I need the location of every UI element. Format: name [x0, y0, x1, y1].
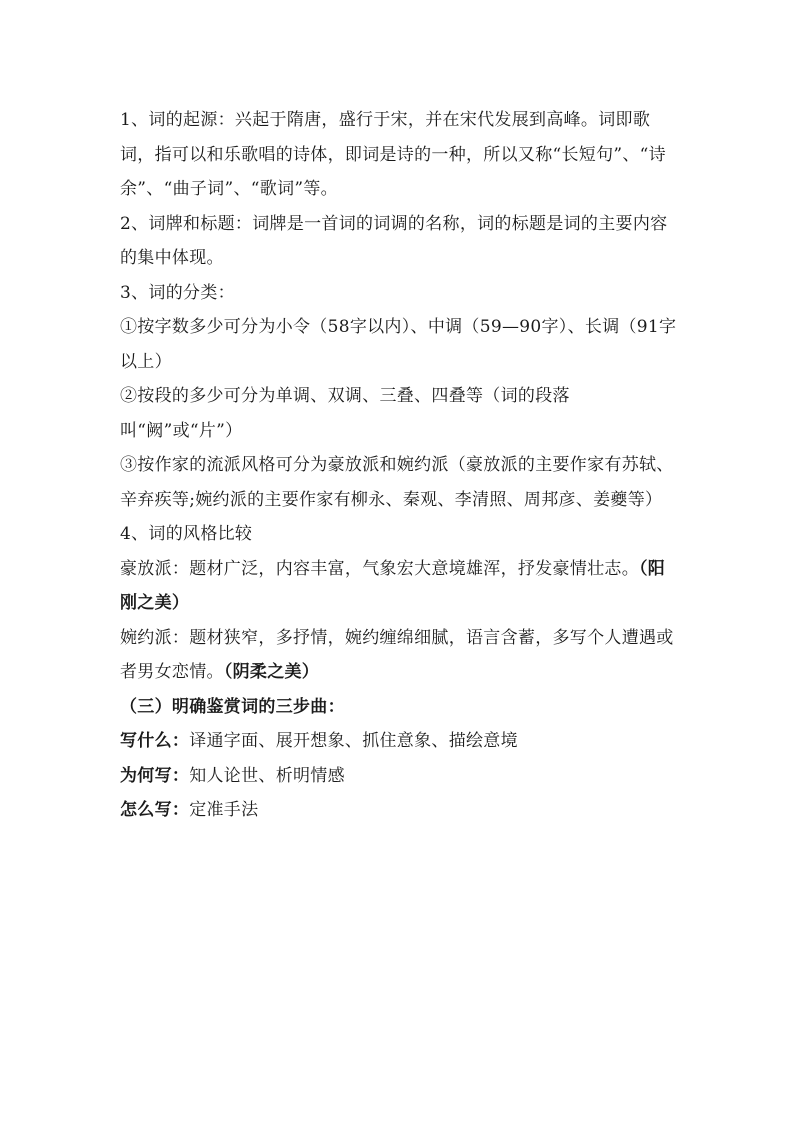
step-label: 怎么写：	[120, 800, 190, 820]
paragraph-text: 译通字面、展开想象、抓住意象、描绘意境	[189, 731, 518, 751]
paragraph-bold-note: （阳刚之美）	[120, 558, 666, 613]
paragraph-text: 3、词的分类：	[120, 282, 235, 303]
paragraph-text: ①按字数多少可分为小令（58字以内）、中调（59—90字）、长调（91字以上）	[120, 317, 677, 372]
step-label: 为何写：	[120, 765, 190, 786]
paragraph-text: 4、词的风格比较	[120, 524, 253, 544]
paragraph-cipai-title	[120, 207, 680, 276]
paragraph-text: ③按作家的流派风格可分为豪放派和婉约派（豪放派的主要作家有苏轼、辛弃疾等;婉约派的主要作家有柳永、秦观、李清照、周邦彦、姜夔等）	[120, 455, 674, 510]
paragraph-text: 定准手法	[189, 800, 259, 820]
paragraph-text: 婉约派：题材狭窄，多抒情，婉约缠绵细腻，语言含蓄，多写个人遭遇或者男女恋情。	[120, 627, 674, 682]
paragraph-origin	[120, 103, 680, 207]
paragraph-text: 知人论世、析明情感	[189, 765, 345, 786]
paragraph-text: 1、词的起源：兴起于隋唐，盛行于宋，并在宋代发展到高峰。词即歌词，指可以和乐歌唱的诗体，即词是诗的一种，所以又称“长短句”、“诗余”、“曲子词”、“歌词”等。	[120, 110, 666, 199]
paragraph-by-school	[120, 448, 680, 517]
paragraph-step-what	[120, 724, 680, 759]
paragraph-classification-heading	[120, 276, 680, 311]
section-heading-three-steps	[120, 690, 680, 725]
paragraph-style-comparison-heading	[120, 517, 680, 552]
paragraph-step-how	[120, 793, 680, 828]
paragraph-by-sections	[120, 379, 680, 448]
paragraph-text: 豪放派：题材广泛，内容丰富，气象宏大意境雄浑，抒发豪情壮志。	[120, 558, 639, 579]
paragraph-by-word-count	[120, 310, 680, 379]
step-label: 写什么：	[120, 731, 190, 751]
heading-text: （三）明确鉴赏词的三步曲：	[120, 696, 345, 717]
paragraph-haofang	[120, 552, 680, 621]
paragraph-text: ②按段的多少可分为单调、双调、三叠、四叠等（词的段落叫“阙”或“片”）	[120, 386, 570, 441]
paragraph-text: 2、词牌和标题：词牌是一首词的词调的名称，词的标题是词的主要内容的集中体现。	[120, 213, 668, 268]
document-body	[120, 103, 680, 828]
paragraph-bold-note: （阴柔之美）	[223, 662, 320, 682]
paragraph-wanyue	[120, 621, 680, 690]
paragraph-step-why	[120, 759, 680, 794]
